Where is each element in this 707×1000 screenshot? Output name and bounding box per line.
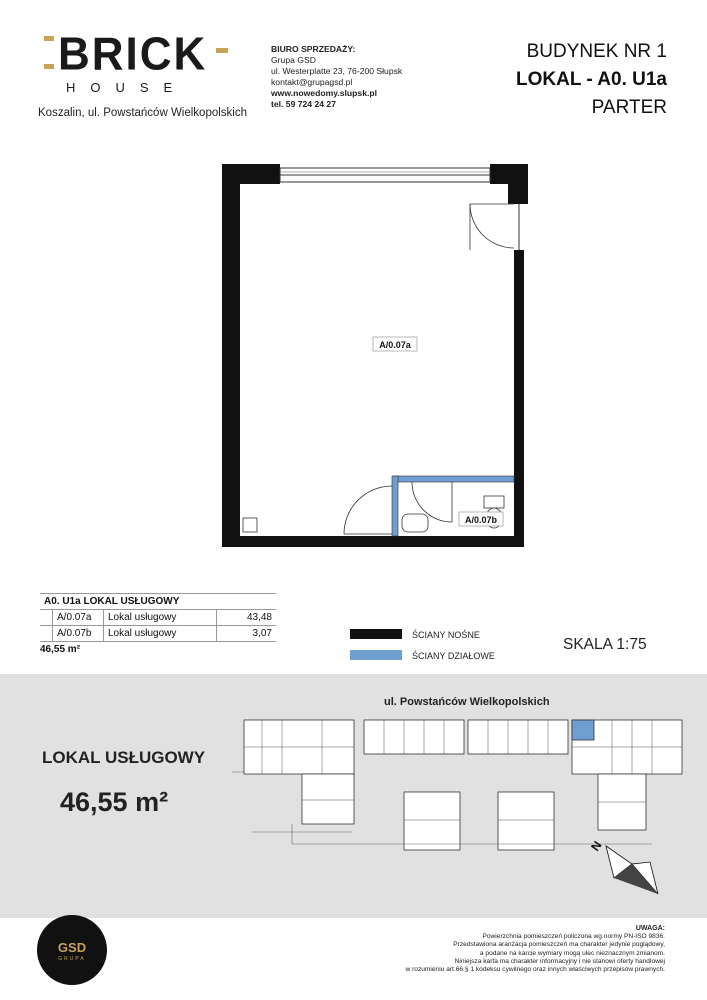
logo-brick-decoration <box>44 36 54 41</box>
row-id: A/0.07b <box>53 626 104 641</box>
brick-house-logo <box>40 30 240 106</box>
table-row <box>40 626 276 642</box>
sales-address: ul. Westerplatte 23, 76-200 Słupsk <box>271 66 403 76</box>
bearing-wall-bottom <box>222 536 524 547</box>
disclaimer-note <box>406 925 665 974</box>
site-building-3 <box>468 720 568 754</box>
note-line: a podane na karcie wymiary mogą ulec nieznacznym zmianom. <box>479 949 665 957</box>
sales-title: BIURO SPRZEDAŻY: <box>271 44 356 54</box>
note-line: w rozumieniu art.66 § 1 kodeksu cywilnego oraz innych właściwych przepisów prawnych. <box>405 966 665 974</box>
logo-sub: HOUSE <box>66 80 188 95</box>
sales-phone: tel. 59 724 24 27 <box>271 99 336 109</box>
legend-partition-label: ŚCIANY DZIAŁOWE <box>412 651 495 661</box>
bearing-wall-right-top <box>508 164 528 204</box>
gsd-logo-sub: GRUPA <box>58 956 86 962</box>
bearing-wall-top-left <box>222 164 280 184</box>
entrance-door <box>470 204 514 248</box>
site-building-1-wing <box>302 774 354 824</box>
floor-plan <box>0 150 707 550</box>
gsd-logo <box>37 915 107 985</box>
north-label: N <box>588 838 605 854</box>
scale-label: SKALA 1:75 <box>563 636 647 653</box>
north-arrow-icon <box>602 838 662 900</box>
bearing-wall-left <box>222 164 240 547</box>
legend-bearing-label: ŚCIANY NOŚNE <box>412 630 480 640</box>
unit-title: LOKAL - A0. U1a <box>516 69 667 90</box>
sink-icon <box>402 514 428 532</box>
note-line: Niniejsza karta ma charakter informacyjny i nie stanowi oferty handlowej <box>454 957 665 965</box>
table-total: 46,55 m² <box>40 644 81 655</box>
note-line: Powierzchnia pomieszczeń policzona wg normy PN-ISO 9836. <box>482 933 665 941</box>
site-highlight-unit <box>572 720 594 740</box>
sales-web[interactable]: www.nowedomy.slupsk.pl <box>271 88 378 98</box>
row-id: A/0.07a <box>53 610 104 625</box>
logo-brick-decoration <box>216 48 228 53</box>
logo-brick-decoration <box>44 64 54 69</box>
legend-partition-swatch <box>350 650 402 660</box>
area-table <box>40 593 276 657</box>
row-area: 43,48 <box>246 612 272 623</box>
note-title: UWAGA: <box>635 925 665 932</box>
bathroom-door <box>412 482 452 522</box>
row-name: Lokal usługowy <box>104 626 217 641</box>
sales-company: Grupa GSD <box>271 55 316 65</box>
location-text: Koszalin, ul. Powstańców Wielkopolskich <box>38 107 248 119</box>
row-area: 3,07 <box>252 628 272 639</box>
note-line: Przedstawiona aranżacja pomieszczeń ma charakter jedynie poglądowy, <box>453 941 665 949</box>
legend-bearing-swatch <box>350 629 402 639</box>
site-building-3-wing <box>498 792 554 850</box>
site-building-2-wing <box>404 792 460 850</box>
room-label-b: A/0.07b <box>464 515 498 525</box>
street-name: ul. Powstańców Wielkopolskich <box>384 696 550 708</box>
toilet-icon <box>484 496 504 508</box>
partition-wall-left <box>392 476 398 536</box>
unit-area: 46,55 m² <box>60 787 169 817</box>
building-title: BUDYNEK NR 1 <box>526 41 667 62</box>
sales-email[interactable]: kontakt@grupagsd.pl <box>271 77 353 87</box>
unit-heading <box>516 38 667 122</box>
room-label-a: A/0.07a <box>379 340 411 350</box>
utility-box-icon <box>243 518 257 532</box>
partition-wall-top <box>394 476 514 482</box>
room-door-arc <box>344 486 392 534</box>
unit-type: LOKAL USŁUGOWY <box>42 748 206 767</box>
table-row <box>40 610 276 626</box>
site-building-2 <box>364 720 464 754</box>
table-title: A0. U1a LOKAL USŁUGOWY <box>40 593 276 610</box>
sales-office-info <box>271 44 402 110</box>
row-name: Lokal usługowy <box>104 610 217 625</box>
bearing-wall-right <box>514 250 524 545</box>
floor-title: PARTER <box>591 97 667 118</box>
logo-word: BRICK <box>58 28 208 81</box>
gsd-logo-text: GSD <box>57 940 87 955</box>
